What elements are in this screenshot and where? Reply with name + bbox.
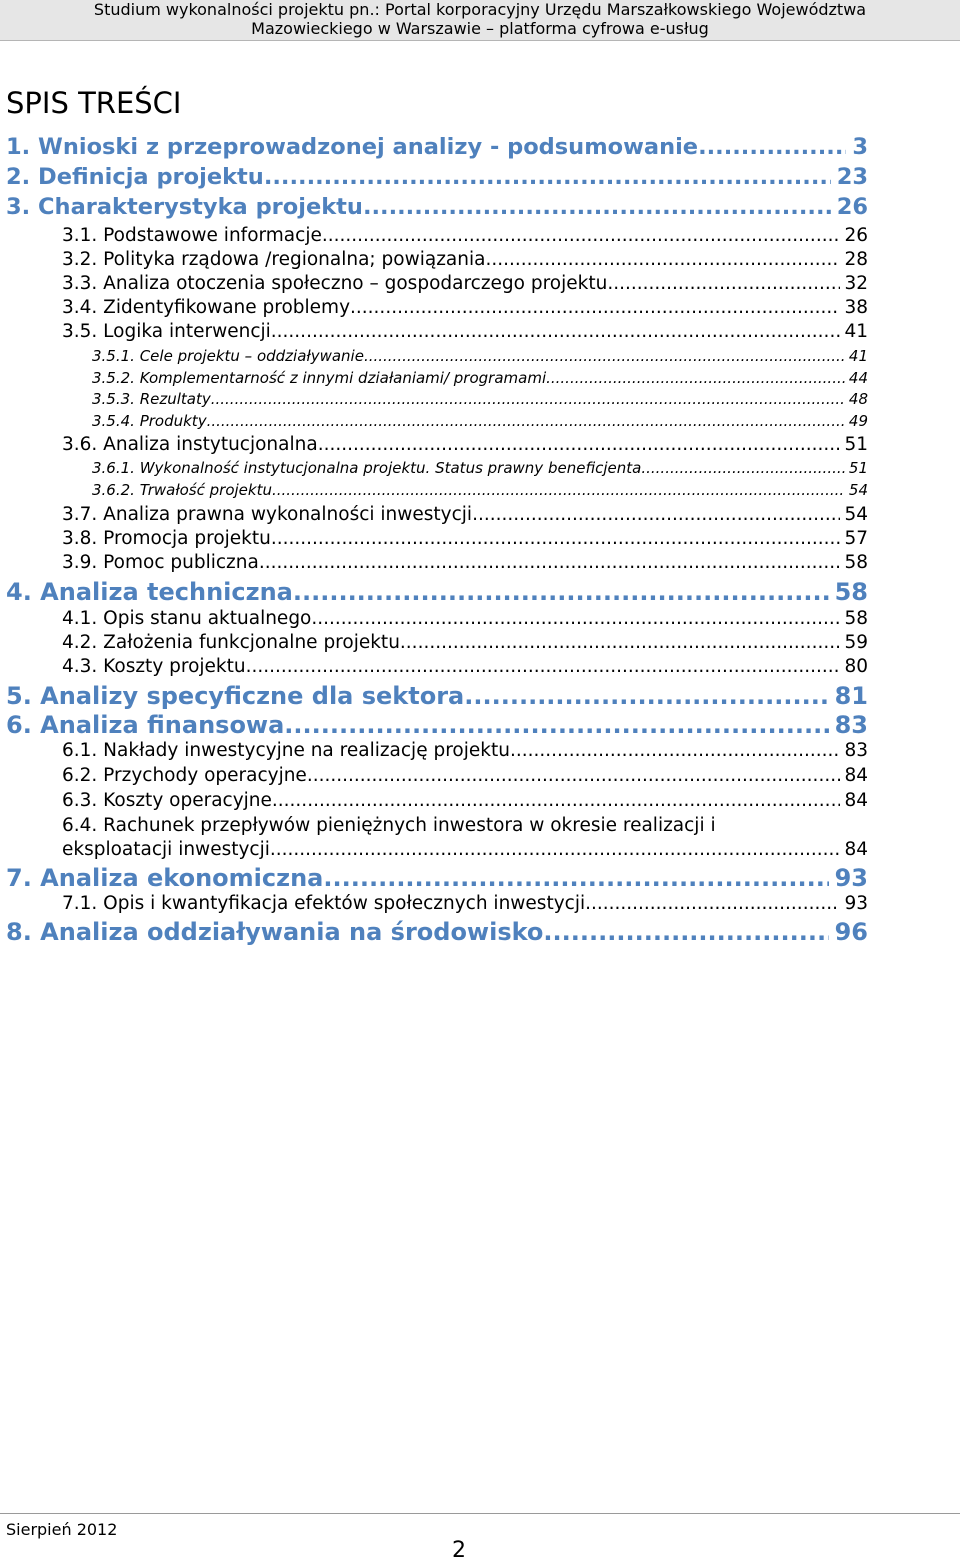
toc-leader	[472, 504, 840, 525]
toc-entry-3-6-2[interactable]	[92, 481, 868, 499]
toc-entry-3-7[interactable]	[62, 504, 868, 525]
toc-entry-page: 28	[844, 249, 868, 270]
toc-entry-title: 4.3. Koszty projektu	[62, 656, 246, 677]
toc-entry-title: 3.1. Podstawowe informacje	[62, 225, 322, 246]
footer-date: Sierpień 2012	[6, 1520, 118, 1539]
toc-entry-6-2[interactable]	[62, 765, 868, 786]
toc-entry-page: 54	[848, 481, 868, 499]
toc-entry-title: 1. Wnioski z przeprowadzonej analizy - podsumowanie	[6, 134, 699, 160]
toc-entry-5[interactable]	[6, 682, 868, 710]
toc-entry-3-5-3[interactable]	[92, 390, 868, 408]
toc-leader	[323, 864, 828, 892]
toc-entry-title: 3.5.3. Rezultaty	[92, 390, 211, 408]
toc-leader	[350, 297, 840, 318]
toc-entry-title: 4.1. Opis stanu aktualnego	[62, 608, 312, 629]
toc-entry-6-1[interactable]	[62, 740, 868, 761]
toc-entry-title: 6. Analiza finansowa	[6, 711, 285, 739]
toc-entry-title: 7. Analiza ekonomiczna	[6, 864, 324, 892]
toc-entry-3-3[interactable]	[62, 273, 868, 294]
toc-leader	[307, 765, 841, 786]
toc-entry-title: 3.7. Analiza prawna wykonalności inwestycji	[62, 504, 473, 525]
toc-entry-title: 4. Analiza techniczna	[6, 578, 293, 606]
toc-entry-6[interactable]	[6, 711, 868, 739]
toc-entry-page: 81	[834, 682, 868, 710]
toc-entry-4-3[interactable]	[62, 656, 868, 677]
toc-entry-page: 96	[834, 918, 868, 946]
toc-entry-3-5-2[interactable]	[92, 369, 868, 387]
toc-entry-page: 51	[848, 459, 868, 477]
toc-entry-3-6-1[interactable]	[92, 459, 868, 477]
toc-entry-title: 3.3. Analiza otoczenia społeczno – gospodarczego projektu	[62, 273, 608, 294]
toc-entry-page: 93	[844, 893, 868, 914]
toc-entry-3-8[interactable]	[62, 528, 868, 549]
toc-entry-title-continued: eksploatacji inwestycji.	[62, 839, 276, 860]
toc-entry-page: 41	[844, 321, 868, 342]
toc-heading: SPIS TREŚCI	[6, 86, 182, 120]
toc-entry-page: 59	[844, 632, 868, 653]
toc-entry-3-5-1[interactable]	[92, 347, 868, 365]
toc-leader	[284, 711, 828, 739]
toc-entry-page: 23	[836, 164, 868, 190]
toc-leader	[510, 740, 841, 761]
toc-entry-title: 8. Analiza oddziaływania na środowisko.	[6, 918, 553, 946]
toc-entry-1[interactable]	[6, 134, 868, 160]
toc-entry-3-1[interactable]	[62, 225, 868, 246]
toc-leader	[311, 608, 840, 629]
toc-entry-page: 58	[844, 608, 868, 629]
toc-leader	[491, 249, 840, 270]
toc-leader	[363, 194, 831, 220]
toc-leader	[400, 632, 841, 653]
toc-entry-page: 32	[844, 273, 868, 294]
toc-entry-title: 3.5.1. Cele projektu – oddziaływanie	[92, 347, 364, 365]
toc-entry-page: 49	[848, 412, 868, 430]
toc-entry-title: 7.1. Opis i kwantyfikacja efektów społecznych inwestycji	[62, 893, 586, 914]
toc-entry-page: 58	[834, 578, 868, 606]
toc-leader	[553, 918, 829, 946]
toc-entry-4-2[interactable]	[62, 632, 868, 653]
toc-entry-title: 3.9. Pomoc publiczna	[62, 552, 259, 573]
toc-entry-title: 3.5.4. Produkty	[92, 412, 207, 430]
toc-entry-4[interactable]	[6, 578, 868, 606]
toc-entry-title: 3.5.2. Komplementarność z innymi działaniami/ programami	[92, 369, 547, 387]
toc-leader	[207, 412, 845, 430]
toc-entry-3-9[interactable]	[62, 552, 868, 573]
toc-entry-6-3[interactable]	[62, 790, 868, 811]
toc-entry-title: 3.8. Promocja projektu	[62, 528, 271, 549]
toc-entry-page: 57	[844, 528, 868, 549]
toc-entry-title: 6.3. Koszty operacyjne	[62, 790, 272, 811]
toc-entry-6-4[interactable]	[62, 815, 868, 860]
toc-entry-title: 4.2. Założenia funkcjonalne projektu	[62, 632, 400, 653]
toc-leader	[318, 434, 841, 455]
toc-leader	[464, 682, 828, 710]
toc-entry-page: 3	[852, 134, 868, 160]
toc-entry-title: 6.1. Nakłady inwestycyjne na realizację projektu	[62, 740, 510, 761]
toc-entry-4-1[interactable]	[62, 608, 868, 629]
toc-leader	[272, 481, 845, 499]
toc-leader	[271, 321, 841, 342]
toc-entry-page: 38	[844, 297, 868, 318]
toc-entry-page: 26	[836, 194, 868, 220]
toc-entry-page: 84	[844, 839, 868, 860]
toc-entry-3-4[interactable]	[62, 297, 868, 318]
toc-leader	[276, 839, 841, 860]
toc-entry-3-5-4[interactable]	[92, 412, 868, 430]
toc-entry-title: 5. Analizy specyficzne dla sektora	[6, 682, 465, 710]
header-title-line-1: Studium wykonalności projektu pn.: Portal korporacyjny Urzędu Marszałkowskiego Województwa	[93, 0, 867, 19]
toc-entry-page: 26	[844, 225, 868, 246]
toc-entry-3-5[interactable]	[62, 321, 868, 342]
toc-entry-title: 3.2. Polityka rządowa /regionalna; powiązania.	[62, 249, 492, 270]
toc-entry-page: 41	[848, 347, 868, 365]
toc-entry-page: 51	[844, 434, 868, 455]
toc-entry-3-2[interactable]	[62, 249, 868, 270]
toc-leader	[293, 578, 829, 606]
toc-entry-title: 3.6.2. Trwałość projektu	[92, 481, 272, 499]
toc-entry-title: 3.5. Logika interwencji	[62, 321, 271, 342]
toc-leader	[264, 164, 831, 190]
toc-leader	[546, 369, 845, 387]
toc-entry-page: 93	[834, 864, 868, 892]
toc-entry-page: 48	[848, 390, 868, 408]
toc-leader	[246, 656, 841, 677]
toc-entry-title: 3.6. Analiza instytucjonalna	[62, 434, 318, 455]
toc-entry-page: 84	[844, 765, 868, 786]
toc-leader	[271, 528, 841, 549]
toc-leader	[698, 134, 846, 160]
toc-entry-8[interactable]	[6, 918, 868, 946]
footer-divider	[0, 1513, 960, 1514]
toc-leader	[607, 273, 840, 294]
toc-entry-7[interactable]	[6, 864, 868, 892]
toc-entry-title: 2. Definicja projektu	[6, 164, 264, 190]
toc-entry-page: 54	[844, 504, 868, 525]
toc-leader	[585, 893, 840, 914]
toc-leader	[641, 459, 845, 477]
toc-leader	[322, 225, 841, 246]
toc-entry-3[interactable]	[6, 194, 868, 220]
toc-entry-title: 3. Charakterystyka projektu	[6, 194, 363, 220]
toc-leader	[211, 390, 845, 408]
toc-entry-2[interactable]	[6, 164, 868, 190]
toc-entry-page: 80	[844, 656, 868, 677]
toc-entry-title: 6.2. Przychody operacyjne	[62, 765, 307, 786]
header-title-line-2: Mazowieckiego w Warszawie – platforma cyfrowa e-usług	[251, 19, 709, 38]
toc-entry-page: 84	[844, 790, 868, 811]
toc-entry-page: 44	[848, 369, 868, 387]
toc-entry-title: 3.6.1. Wykonalność instytucjonalna projektu. Status prawny beneficjenta	[92, 459, 642, 477]
toc-leader	[259, 552, 841, 573]
toc-entry-title: 3.4. Zidentyfikowane problemy	[62, 297, 351, 318]
toc-entry-3-6[interactable]	[62, 434, 868, 455]
toc-entry-7-1[interactable]	[62, 893, 868, 914]
toc-entry-page: 58	[844, 552, 868, 573]
toc-leader	[272, 790, 841, 811]
toc-leader	[364, 347, 845, 365]
toc-entry-title: 6.4. Rachunek przepływów pieniężnych inwestora w okresie realizacji i	[62, 815, 716, 836]
page-number: 2	[452, 1538, 466, 1563]
toc-entry-page: 83	[844, 740, 868, 761]
toc-entry-page: 83	[834, 711, 868, 739]
